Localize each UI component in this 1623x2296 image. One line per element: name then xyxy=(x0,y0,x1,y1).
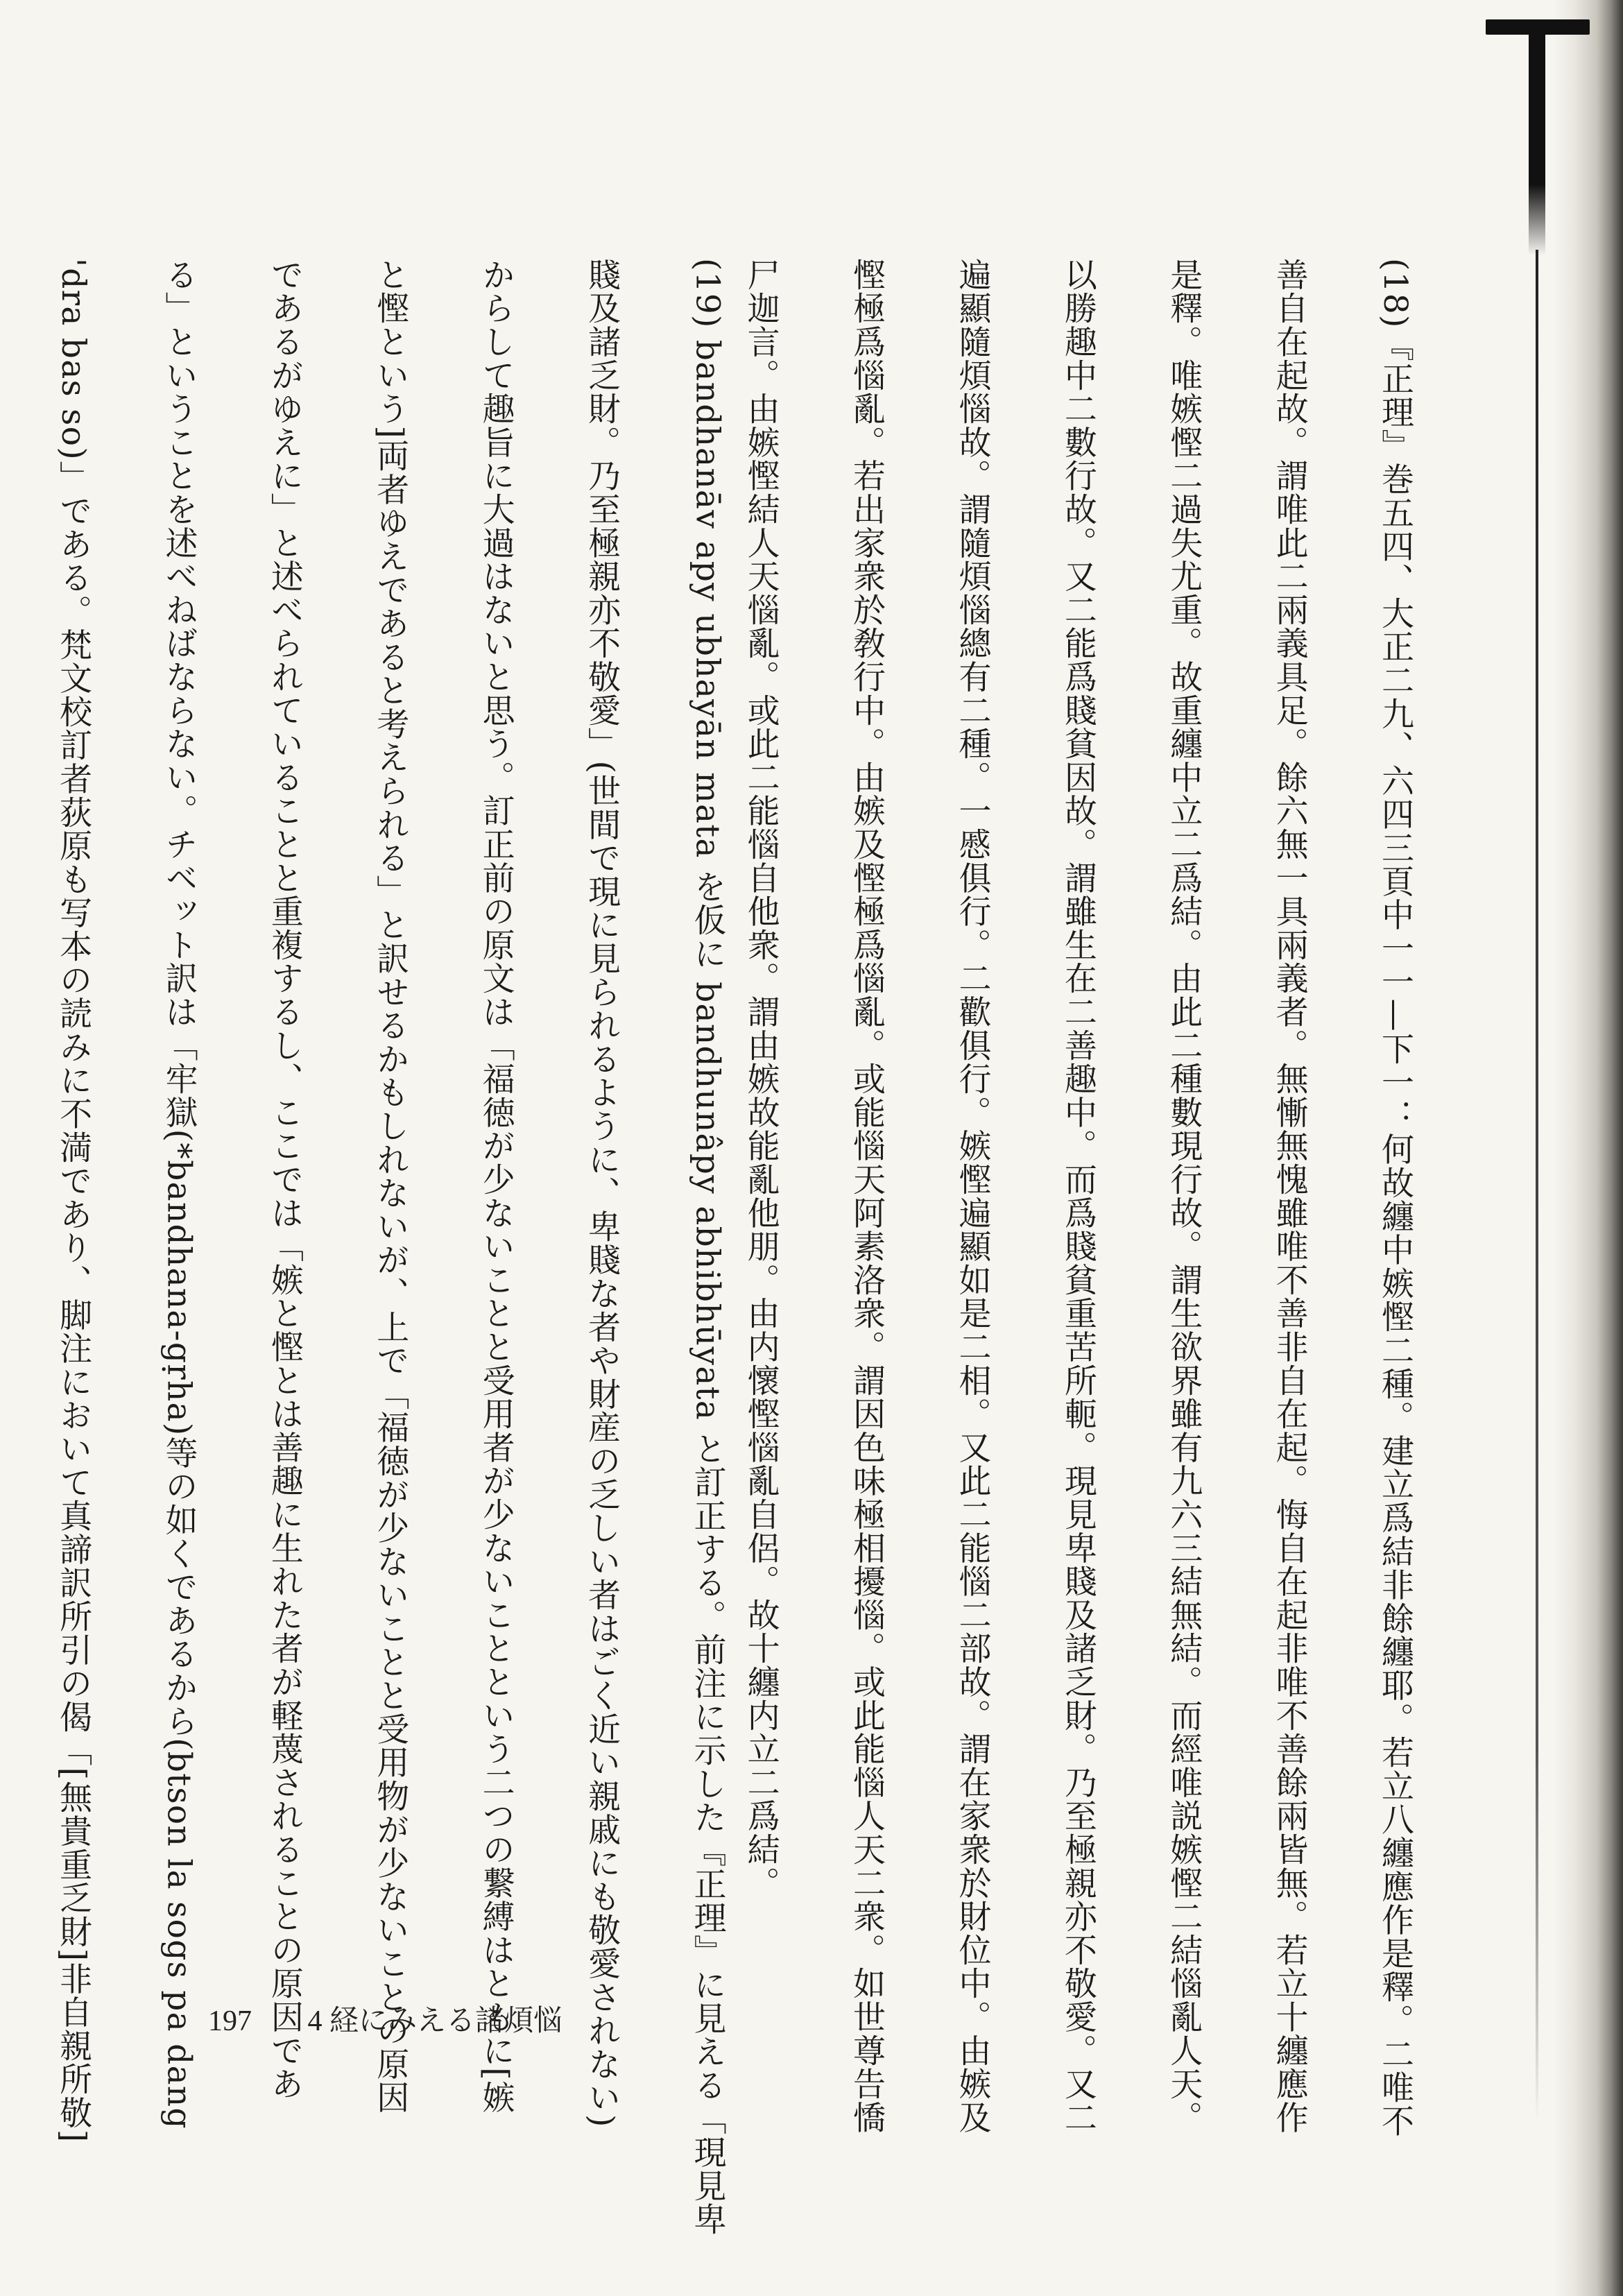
page-number: 197 xyxy=(208,2005,252,2037)
note-18-line: 以勝趣中二數行故。又二能爲賤貧因故。謂雖生在二善趣中。而爲賤貧重苦所軛。現見卑賤及諸乏財。乃至極親亦不敬愛。又二 xyxy=(1058,258,1097,2134)
note-18-line: (18)『正理』巻五四、大正二九、六四三頁中一一—下一：何故纏中嫉慳二種。建立爲結非餘纏耶。若立八纏應作是釋。二唯不 xyxy=(1376,258,1414,2138)
note-18-line: 是釋。唯嫉慳二過失尤重。故重纏中立二爲結。由此二種數現行故。謂生欲界雖有九六三結無結。而經唯説嫉慳二結惱亂人天。 xyxy=(1165,258,1203,2134)
note-18-line: 尸迦言。由嫉慳結人天惱亂。或此二能惱自他衆。謂由嫉故能亂他朋。由内懷慳惱亂自侶。故十纏内立二爲結。 xyxy=(741,258,780,1900)
note-19-line: 賤及諸乏財。乃至極親亦不敬愛」(世間で現に見られるように、卑賤な者や財産の乏しい者はごく近い親戚にも敬愛されない) xyxy=(583,258,621,2128)
running-title: 4 経にみえる諸煩悩 xyxy=(307,2005,563,2037)
note-19-line xyxy=(0,258,46,1978)
page-footer xyxy=(208,1998,563,2039)
binding-mark-stem xyxy=(1529,19,1545,255)
note-19-line: であるがゆえに」と述べられていることと重複するし、ここでは「嫉と慳とは善趣に生れた者が軽蔑されることの原因であ xyxy=(265,258,304,2101)
binding-edge xyxy=(1554,0,1623,2296)
note-18-line: 慳極爲惱亂。若出家衆於敎行中。由嫉及慳極爲惱亂。或能惱天阿素洛衆。謂因色味極相擾惱。或此能惱人天二衆。如世尊告憍 xyxy=(848,258,886,2134)
note-19-line: 'dra bas so)」である。梵文校訂者荻原も写本の読みに不満であり、脚注において真諦訳所引の偈「[無貴重乏財]非自親所敬] xyxy=(54,258,93,2143)
note-18-line: 善自在起故。謂唯此二兩義具足。餘六無一具兩義者。無慚無愧雖唯不善非自在起。悔自在起非唯不善餘兩皆無。若立十纏應作 xyxy=(1270,258,1309,2134)
note-19-line: (19) bandhanāv apy ubhayān mata を仮に bandhunâpy abhibhūyata と訂正する。前注に示した『正理』に見える「現見卑 xyxy=(688,258,727,2236)
note-19-line: る」ということを述べねばならない。チベット訳は「牢獄(*bandhana-gṛha)等の如くであるから(btson la sogs pa dang xyxy=(160,258,198,2130)
binding-mark-line xyxy=(1536,250,1538,2123)
note-18-line: 遍顯隨煩惱故。謂隨煩惱總有二種。一慼俱行。二歡俱行。嫉慳遍顯如是二相。又此二能惱二部故。謂在家衆於財位中。由嫉及 xyxy=(953,258,992,2134)
note-19-line: と慳という]両者ゆえであると考えられる」と訳せるかもしれないが、上で「福徳が少ないことと受用物が少ないことの原因 xyxy=(371,258,410,2115)
note-19-line: からして趣旨に大過はないと思う。訂正前の原文は「福徳が少ないことと受用者が少ないことという二つの繋縛はともに[嫉 xyxy=(476,258,515,2115)
